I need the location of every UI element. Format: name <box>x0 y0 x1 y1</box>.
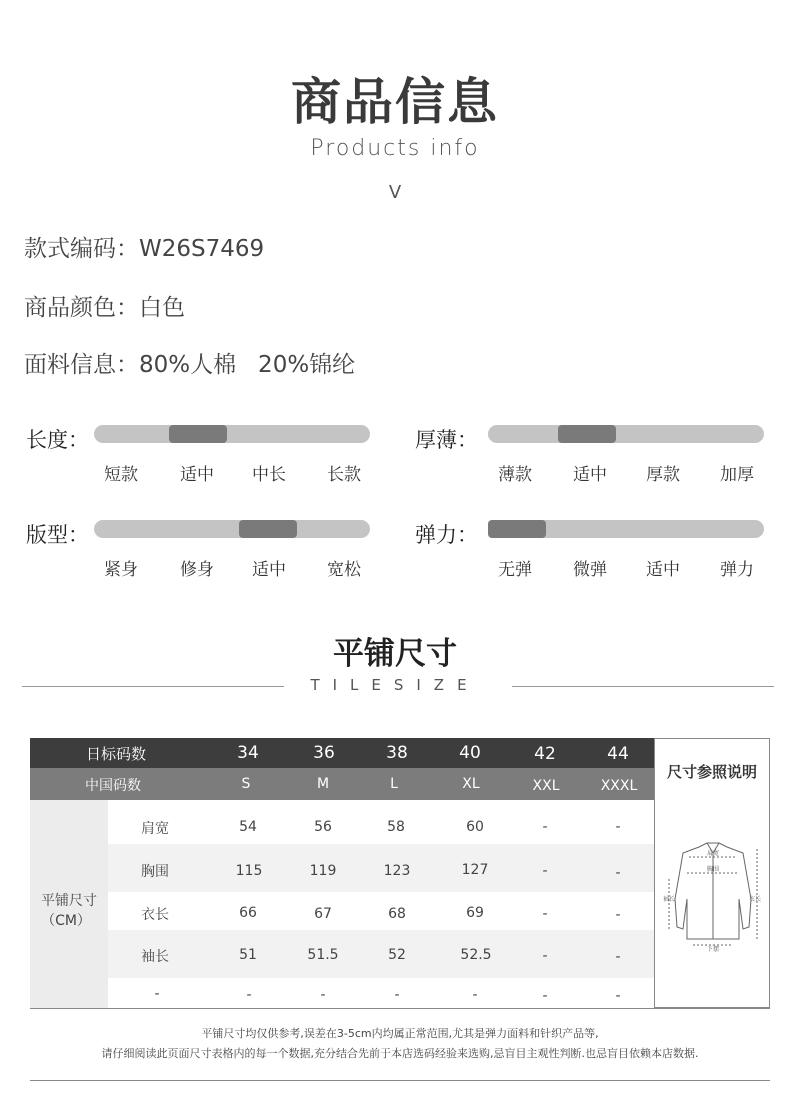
row-stripe <box>108 844 654 892</box>
table-cell: 119 <box>309 863 337 879</box>
table-cell: 66 <box>239 905 257 921</box>
table-cell: - <box>615 907 621 923</box>
group-label: （CM） <box>41 913 91 929</box>
page-title: 商品信息 <box>291 73 499 131</box>
header-cell: XL <box>462 776 480 792</box>
table-cell: 51 <box>239 947 257 963</box>
attr-option: 适中 <box>252 560 286 580</box>
table-cell: - <box>542 948 548 964</box>
attr-name: 弹力： <box>415 523 478 547</box>
attr-fill <box>239 520 297 538</box>
shirt-diagram-icon <box>663 839 763 959</box>
info-label: 款式编码： <box>24 236 139 262</box>
attr-option: 中长 <box>252 465 286 485</box>
info-value: 白色 <box>139 295 185 321</box>
diagram-label: 肩宽 <box>707 850 720 857</box>
attr-option: 微弹 <box>573 560 607 580</box>
size-section-subtitle: TILESIZE <box>310 676 480 694</box>
attr-name: 版型： <box>26 523 89 547</box>
table-cell: - <box>615 865 621 881</box>
row-name: 衣长 <box>141 907 169 923</box>
reference-title: 尺寸参照说明 <box>666 763 757 781</box>
table-cell: 52.5 <box>460 947 492 963</box>
table-cell: - <box>542 863 548 879</box>
table-cell: - <box>246 987 252 1003</box>
table-cell: 69 <box>466 905 484 921</box>
header-cell: S <box>241 776 251 792</box>
table-cell: 68 <box>388 906 406 922</box>
info-label: 商品颜色： <box>24 295 139 321</box>
attr-option: 无弹 <box>498 560 532 580</box>
table-cell: - <box>542 988 548 1004</box>
table-cell: 60 <box>466 819 484 835</box>
table-cell: 127 <box>461 862 489 878</box>
diagram-label: 衣长 <box>749 896 762 903</box>
table-cell: 52 <box>388 947 406 963</box>
footer-note: 平铺尺寸均仅供参考,误差在3-5cm内均属正常范围,尤其是弹力面料和针织产品等, <box>201 1027 599 1040</box>
attr-option: 弹力 <box>720 560 754 580</box>
table-cell: - <box>615 819 621 835</box>
attr-option: 适中 <box>573 465 607 485</box>
size-section-title: 平铺尺寸 <box>333 636 457 672</box>
info-label: 面料信息： <box>24 352 139 378</box>
header-cell: 38 <box>386 743 408 763</box>
table-cell: - <box>542 819 548 835</box>
diagram-label: 袖长 <box>663 896 676 903</box>
attr-option: 紧身 <box>104 560 138 580</box>
group-label: 平铺尺寸 <box>41 893 97 909</box>
attr-name: 长度： <box>26 428 89 452</box>
row-name: 肩宽 <box>141 821 169 837</box>
size-reference-panel <box>654 738 770 1008</box>
row-name: - <box>154 986 160 1002</box>
attr-elasticity <box>415 519 775 579</box>
table-footer <box>30 1008 770 1081</box>
table-cell: - <box>615 988 621 1004</box>
table-cell: - <box>472 987 478 1003</box>
header-cell: 42 <box>534 744 556 764</box>
table-cell: - <box>394 987 400 1003</box>
header-cell: 40 <box>459 743 481 763</box>
attr-option: 长款 <box>327 465 361 485</box>
header-cell: 34 <box>237 743 259 763</box>
attr-length <box>26 424 376 484</box>
attr-fit <box>26 519 376 579</box>
attr-fill <box>169 425 227 443</box>
attr-option: 修身 <box>180 560 214 580</box>
header-cell: 36 <box>313 743 335 763</box>
attr-track <box>94 425 370 443</box>
header-cell: L <box>390 776 398 792</box>
table-cell: 56 <box>314 819 332 835</box>
attr-fill <box>488 520 546 538</box>
table-cell: 51.5 <box>307 947 339 963</box>
info-value: W26S7469 <box>139 236 265 262</box>
header-cell: 44 <box>607 744 629 764</box>
size-table <box>30 738 770 1081</box>
diagram-label: 下摆 <box>707 946 720 953</box>
info-fabric <box>24 346 355 379</box>
attr-option: 薄款 <box>498 465 532 485</box>
row-stripe <box>108 930 654 978</box>
attr-track <box>488 425 764 443</box>
attr-track <box>488 520 764 538</box>
header-label: 中国码数 <box>85 778 141 794</box>
attr-option: 适中 <box>646 560 680 580</box>
page-subtitle: Products info <box>310 136 480 161</box>
table-cell: 67 <box>314 906 332 922</box>
header-label: 日标码数 <box>85 745 147 763</box>
diagram-label: 胸围 <box>707 866 720 873</box>
info-value: 80%人棉 20%锦纶 <box>139 352 356 378</box>
header-cell: XXL <box>532 778 560 794</box>
info-color <box>24 289 185 322</box>
attr-option: 短款 <box>104 465 138 485</box>
attr-name: 厚薄： <box>415 428 478 452</box>
attr-option: 适中 <box>180 465 214 485</box>
table-cell: 58 <box>387 819 405 835</box>
info-style-code <box>24 230 264 263</box>
header-cell: M <box>316 776 330 792</box>
attr-thickness <box>415 424 775 484</box>
table-cell: - <box>320 987 326 1003</box>
row-name: 胸围 <box>141 864 169 880</box>
header-cell: XXXL <box>600 778 638 794</box>
footer-note: 请仔细阅读此页面尺寸表格内的每一个数据,充分结合先前于本店选码经验来选购,忌盲目主观性判断.也忌盲目依赖本店数据. <box>101 1047 699 1060</box>
attr-fill <box>558 425 616 443</box>
table-cell: 54 <box>239 819 257 835</box>
table-cell: 123 <box>383 863 411 879</box>
chevron-down-icon: V <box>388 182 402 203</box>
table-cell: - <box>542 906 548 922</box>
attr-track <box>94 520 370 538</box>
attr-option: 加厚 <box>720 465 754 485</box>
table-cell: 115 <box>235 863 263 879</box>
table-cell: - <box>615 949 621 965</box>
attr-option: 宽松 <box>327 560 361 580</box>
attr-option: 厚款 <box>646 465 680 485</box>
row-name: 袖长 <box>141 949 169 965</box>
